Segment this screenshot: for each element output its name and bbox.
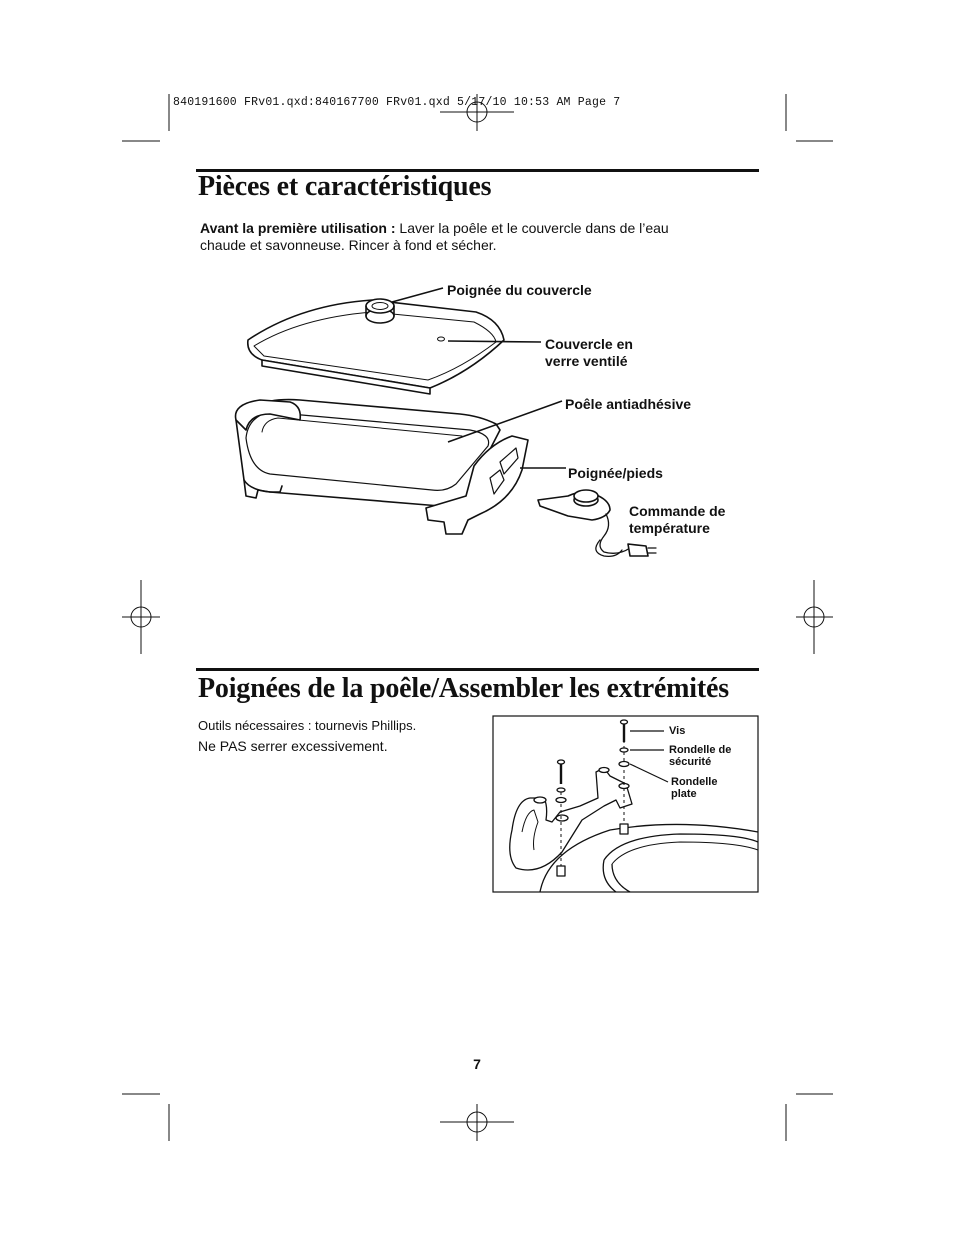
label-lock-line2: sécurité — [669, 756, 712, 768]
label-lid-line1: Couvercle en — [545, 336, 633, 352]
label-control-line1: Commande de — [629, 503, 726, 519]
label-lock-line1: Rondelle de — [669, 744, 732, 756]
printer-slug-line: 840191600 FRv01.qxd:840167700 FRv01.qxd 5/17/10 10:53 AM Page 7 — [173, 96, 621, 109]
label-handle-feet: Poignée/pieds — [568, 465, 663, 481]
section-rule — [196, 668, 759, 671]
label-lock-washer — [669, 744, 731, 768]
label-lid — [545, 336, 633, 370]
first-use-instructions — [200, 220, 740, 254]
label-temperature-control — [629, 503, 725, 537]
label-flat-washer — [671, 776, 717, 800]
label-flat-line2: plate — [671, 788, 697, 800]
page-number: 7 — [473, 1056, 481, 1072]
section-title-assembly: Poignées de la poêle/Assembler les extrémités — [198, 673, 729, 704]
first-use-label: Avant la première utilisation : — [200, 220, 396, 236]
label-flat-line1: Rondelle — [671, 776, 718, 788]
overtighten-warning: Ne PAS serrer excessivement. — [198, 738, 388, 754]
label-screw: Vis — [669, 725, 686, 737]
label-lid-line2: verre ventilé — [545, 353, 628, 369]
label-lid-handle: Poignée du couvercle — [447, 282, 592, 298]
section-title-parts: Pièces et caractéristiques — [198, 171, 492, 202]
first-use-text-1: Laver la poêle et le couvercle dans de l’eau — [395, 220, 669, 236]
tools-needed: Outils nécessaires : tournevis Phillips. — [198, 718, 417, 733]
first-use-text-2: chaude et savonneuse. Rincer à fond et sécher. — [200, 237, 497, 253]
label-pan: Poêle antiadhésive — [565, 396, 692, 412]
label-control-line2: température — [629, 520, 710, 536]
